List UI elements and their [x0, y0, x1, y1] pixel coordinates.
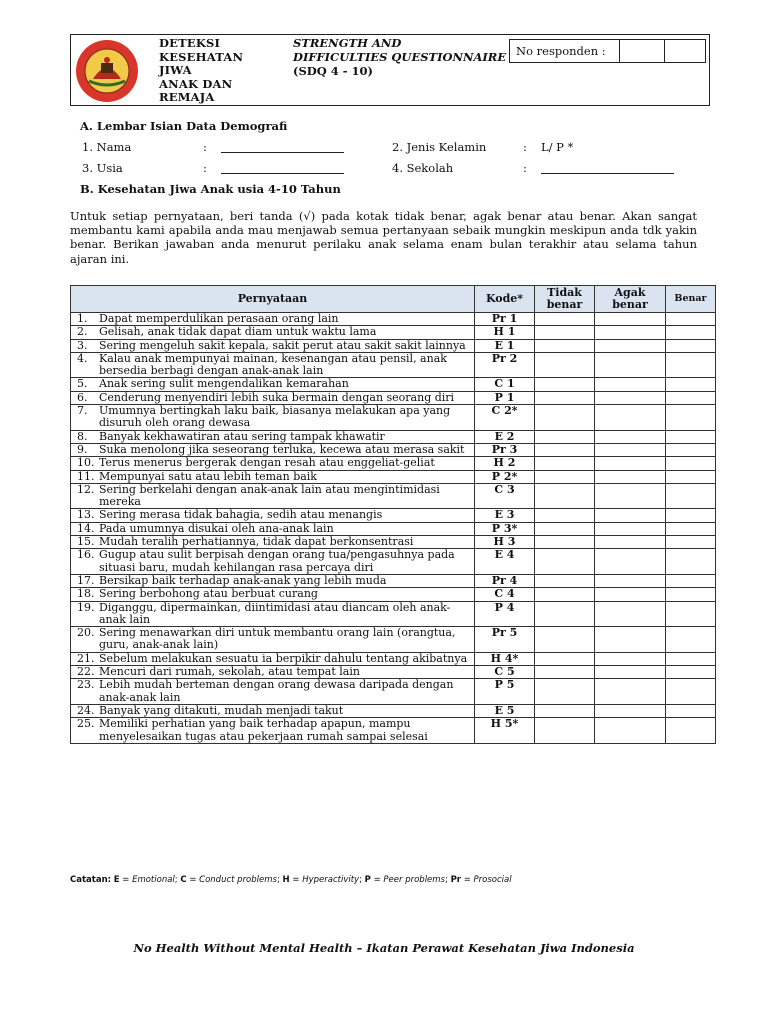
item-number: 12.	[77, 482, 95, 496]
answer-true-cell[interactable]	[666, 405, 716, 431]
statement-cell	[71, 522, 475, 535]
table-row	[71, 718, 716, 744]
item-code: C 5	[475, 666, 535, 679]
answer-not-true-cell[interactable]	[535, 588, 595, 601]
header-title-line: ANAK DAN	[159, 76, 233, 91]
legend-code: E	[113, 875, 120, 885]
table-header-row	[71, 286, 716, 313]
answer-true-cell[interactable]	[666, 470, 716, 483]
answer-true-cell[interactable]	[666, 718, 716, 744]
answer-not-true-cell[interactable]	[535, 339, 595, 352]
item-statement: Bersikap baik terhadap anak-anak yang lebih muda	[99, 573, 387, 587]
answer-not-true-cell[interactable]	[535, 405, 595, 431]
answer-somewhat-true-cell[interactable]	[595, 549, 666, 575]
item-code: E 4	[475, 549, 535, 575]
item-code: Pr 2	[475, 352, 535, 378]
answer-somewhat-true-cell[interactable]	[595, 627, 666, 653]
sdq-questionnaire-table	[70, 285, 716, 744]
answer-somewhat-true-cell[interactable]	[595, 652, 666, 665]
item-code: P 4	[475, 601, 535, 627]
answer-not-true-cell[interactable]	[535, 718, 595, 744]
item-number: 25.	[77, 717, 95, 731]
item-number: 5.	[77, 377, 88, 391]
column-header-somewhat-true: Agak benar	[595, 286, 666, 313]
answer-not-true-cell[interactable]	[535, 666, 595, 679]
item-code: E 2	[475, 430, 535, 443]
answer-somewhat-true-cell[interactable]	[595, 483, 666, 509]
form-header	[70, 34, 710, 106]
answer-not-true-cell[interactable]	[535, 601, 595, 627]
answer-somewhat-true-cell[interactable]	[595, 666, 666, 679]
answer-true-cell[interactable]	[666, 679, 716, 705]
header-title-questionnaire	[293, 36, 523, 78]
answer-not-true-cell[interactable]	[535, 352, 595, 378]
item-statement: Gelisah, anak tidak dapat diam untuk waktu lama	[99, 325, 377, 339]
column-header-true: Benar	[666, 286, 716, 313]
item-number: 7.	[77, 404, 88, 418]
questionnaire-subtitle: (SDQ 4 - 10)	[293, 64, 373, 78]
statement-cell	[71, 549, 475, 575]
legend-meaning: Prosocial	[473, 875, 512, 885]
item-statement: Sering menawarkan diri untuk membantu orang lain (orangtua, guru, anak-anak lain)	[99, 626, 456, 652]
item-number: 18.	[77, 587, 95, 601]
table-row	[71, 339, 716, 352]
answer-somewhat-true-cell[interactable]	[595, 457, 666, 470]
answer-somewhat-true-cell[interactable]	[595, 588, 666, 601]
table-row	[71, 391, 716, 404]
item-code: Pr 4	[475, 574, 535, 587]
answer-somewhat-true-cell[interactable]	[595, 313, 666, 326]
item-number: 3.	[77, 338, 88, 352]
answer-true-cell[interactable]	[666, 430, 716, 443]
item-number: 20.	[77, 626, 95, 640]
answer-not-true-cell[interactable]	[535, 679, 595, 705]
instructions-paragraph: Untuk setiap pernyataan, beri tanda (√) pada kotak tidak benar, agak benar atau benar. Akan sangat membantu kami apabila anda mau menjawab semua pertanyaan sebaik mungkin meskipun anda tdk yakin benar. Berikan jawaban anda menurut perilaku anak selama enam bulan terakhir atau selama tahun ajaran ini.	[70, 209, 697, 266]
organization-logo	[75, 39, 139, 103]
respondent-number-cell[interactable]	[665, 40, 705, 62]
item-statement: Sering berbohong atau berbuat curang	[99, 587, 318, 601]
item-statement: Diganggu, dipermainkan, diintimidasi atau diancam oleh anak-anak lain	[99, 600, 451, 626]
item-code: P 1	[475, 391, 535, 404]
answer-not-true-cell[interactable]	[535, 313, 595, 326]
item-code: Pr 3	[475, 443, 535, 456]
item-statement: Dapat memperdulikan perasaan orang lain	[99, 312, 339, 325]
statement-cell	[71, 536, 475, 549]
statement-cell	[71, 470, 475, 483]
table-row	[71, 443, 716, 456]
answer-true-cell[interactable]	[666, 652, 716, 665]
item-code: P 3*	[475, 522, 535, 535]
answer-not-true-cell[interactable]	[535, 652, 595, 665]
answer-somewhat-true-cell[interactable]	[595, 679, 666, 705]
answer-somewhat-true-cell[interactable]	[595, 352, 666, 378]
section-a-title: A. Lembar Isian Data Demografi	[80, 119, 288, 133]
answer-true-cell[interactable]	[666, 704, 716, 717]
table-row	[71, 430, 716, 443]
answer-somewhat-true-cell[interactable]	[595, 405, 666, 431]
statement-cell	[71, 509, 475, 522]
answer-somewhat-true-cell[interactable]	[595, 470, 666, 483]
statement-cell	[71, 378, 475, 391]
column-header-not-true: Tidak benar	[535, 286, 595, 313]
legend-meaning: Conduct problems	[199, 875, 277, 885]
legend-code: P	[364, 875, 371, 885]
item-number: 13.	[77, 508, 95, 522]
table-row	[71, 704, 716, 717]
respondent-number-cell[interactable]	[620, 40, 665, 62]
item-code: E 3	[475, 509, 535, 522]
item-statement: Terus menerus bergerak dengan resah atau enggeliat-geliat	[99, 456, 435, 470]
table-row	[71, 627, 716, 653]
table-row	[71, 457, 716, 470]
answer-somewhat-true-cell[interactable]	[595, 443, 666, 456]
answer-somewhat-true-cell[interactable]	[595, 378, 666, 391]
answer-not-true-cell[interactable]	[535, 509, 595, 522]
table-row	[71, 601, 716, 627]
statement-cell	[71, 718, 475, 744]
item-number: 24.	[77, 703, 95, 717]
answer-not-true-cell[interactable]	[535, 522, 595, 535]
item-code: Pr 1	[475, 313, 535, 326]
answer-true-cell[interactable]	[666, 443, 716, 456]
item-code: E 1	[475, 339, 535, 352]
code-legend-note: Catatan: E = Emotional; C = Conduct problems; H = Hyperactivity; P = Peer problems; Pr = Prosocial	[70, 875, 512, 885]
item-number: 19.	[77, 600, 95, 614]
item-number: 21.	[77, 651, 95, 665]
item-statement: Sering merasa tidak bahagia, sedih atau menangis	[99, 508, 383, 522]
table-row	[71, 470, 716, 483]
statement-cell	[71, 391, 475, 404]
legend-meaning: Hyperactivity	[302, 875, 360, 885]
answer-not-true-cell[interactable]	[535, 457, 595, 470]
item-number: 11.	[77, 469, 95, 483]
answer-not-true-cell[interactable]	[535, 549, 595, 575]
table-row	[71, 483, 716, 509]
statement-cell	[71, 679, 475, 705]
answer-true-cell[interactable]	[666, 522, 716, 535]
table-row	[71, 405, 716, 431]
table-row	[71, 549, 716, 575]
field-label-gender: 2. Jenis Kelamin	[392, 140, 487, 154]
answer-not-true-cell[interactable]	[535, 536, 595, 549]
item-number: 4.	[77, 351, 88, 365]
item-code: C 2*	[475, 405, 535, 431]
answer-not-true-cell[interactable]	[535, 326, 595, 339]
legend-code: C	[180, 875, 187, 885]
item-statement: Kalau anak mempunyai mainan, kesenangan atau pensil, anak bersedia berbagi dengan anak-anak lain	[99, 351, 447, 378]
item-number: 22.	[77, 665, 95, 679]
table-row	[71, 378, 716, 391]
item-code: E 5	[475, 704, 535, 717]
legend-meaning: Peer problems	[383, 875, 445, 885]
answer-true-cell[interactable]	[666, 457, 716, 470]
item-code: P 5	[475, 679, 535, 705]
item-statement: Mencuri dari rumah, sekolah, atau tempat lain	[99, 665, 360, 679]
item-statement: Cenderung menyendiri lebih suka bermain dengan seorang diri	[99, 390, 455, 404]
table-row	[71, 313, 716, 326]
answer-true-cell[interactable]	[666, 588, 716, 601]
answer-true-cell[interactable]	[666, 313, 716, 326]
item-statement: Banyak yang ditakuti, mudah menjadi takut	[99, 703, 344, 717]
item-code: C 1	[475, 378, 535, 391]
item-number: 16.	[77, 548, 95, 562]
table-row	[71, 522, 716, 535]
answer-true-cell[interactable]	[666, 326, 716, 339]
field-label-school: 4. Sekolah	[392, 161, 454, 175]
statement-cell	[71, 601, 475, 627]
answer-somewhat-true-cell[interactable]	[595, 326, 666, 339]
answer-true-cell[interactable]	[666, 352, 716, 378]
header-title-line: REMAJA	[159, 90, 215, 104]
answer-not-true-cell[interactable]	[535, 391, 595, 404]
item-statement: Umumnya bertingkah laku baik, biasanya melakukan apa yang disuruh oleh orang dewasa	[99, 404, 451, 430]
item-code: H 1	[475, 326, 535, 339]
answer-somewhat-true-cell[interactable]	[595, 601, 666, 627]
table-row	[71, 574, 716, 587]
legend-code: H	[282, 875, 290, 885]
item-code: C 4	[475, 588, 535, 601]
legend-code: Pr	[450, 875, 461, 885]
answer-true-cell[interactable]	[666, 483, 716, 509]
answer-not-true-cell[interactable]	[535, 483, 595, 509]
table-row	[71, 509, 716, 522]
respondent-label: No responden :	[510, 40, 620, 62]
field-label-nama: 1. Nama	[82, 140, 132, 154]
item-code: Pr 5	[475, 627, 535, 653]
statement-cell	[71, 627, 475, 653]
item-number: 14.	[77, 521, 95, 535]
item-code: P 2*	[475, 470, 535, 483]
legend-meaning: Emotional	[132, 875, 175, 885]
answer-true-cell[interactable]	[666, 601, 716, 627]
item-statement: Banyak kekhawatiran atau sering tampak khawatir	[99, 429, 385, 443]
table-row	[71, 652, 716, 665]
answer-somewhat-true-cell[interactable]	[595, 574, 666, 587]
answer-not-true-cell[interactable]	[535, 470, 595, 483]
answer-not-true-cell[interactable]	[535, 430, 595, 443]
statement-cell	[71, 430, 475, 443]
school-field[interactable]	[541, 164, 674, 174]
item-code: H 3	[475, 536, 535, 549]
table-row	[71, 679, 716, 705]
answer-not-true-cell[interactable]	[535, 378, 595, 391]
item-number: 17.	[77, 573, 95, 587]
answer-somewhat-true-cell[interactable]	[595, 718, 666, 744]
table-row	[71, 352, 716, 378]
statement-cell	[71, 666, 475, 679]
statement-cell	[71, 326, 475, 339]
name-field[interactable]	[221, 143, 344, 153]
item-statement: Sering mengeluh sakit kepala, sakit perut atau sakit sakit lainnya	[99, 338, 466, 352]
statement-cell	[71, 483, 475, 509]
answer-not-true-cell[interactable]	[535, 704, 595, 717]
header-title-left	[159, 37, 269, 105]
item-statement: Suka menolong jika seseorang terluka, kecewa atau merasa sakit	[99, 442, 465, 456]
field-colon: :	[203, 161, 207, 175]
answer-somewhat-true-cell[interactable]	[595, 522, 666, 535]
age-field[interactable]	[221, 164, 344, 174]
item-number: 9.	[77, 442, 88, 456]
item-number: 23.	[77, 678, 95, 692]
statement-cell	[71, 313, 475, 326]
table-row	[71, 536, 716, 549]
answer-somewhat-true-cell[interactable]	[595, 430, 666, 443]
questionnaire-title-line: STRENGTH AND	[293, 36, 402, 50]
field-colon: :	[523, 140, 527, 154]
item-number: 6.	[77, 390, 88, 404]
field-colon: :	[523, 161, 527, 175]
statement-cell	[71, 652, 475, 665]
statement-cell	[71, 339, 475, 352]
answer-true-cell[interactable]	[666, 666, 716, 679]
answer-true-cell[interactable]	[666, 378, 716, 391]
field-label-age: 3. Usia	[82, 161, 123, 175]
column-header-statement: Pernyataan	[71, 286, 475, 313]
item-statement: Sebelum melakukan sesuatu ia berpikir dahulu tentang akibatnya	[99, 651, 468, 665]
answer-somewhat-true-cell[interactable]	[595, 704, 666, 717]
header-title-line: KESEHATAN JIWA	[159, 49, 244, 77]
statement-cell	[71, 704, 475, 717]
questionnaire-title-line: DIFFICULTIES QUESTIONNAIRE	[293, 50, 507, 64]
answer-true-cell[interactable]	[666, 574, 716, 587]
note-prefix: Catatan:	[70, 875, 112, 885]
answer-true-cell[interactable]	[666, 549, 716, 575]
item-statement: Sering berkelahi dengan anak-anak lain atau mengintimidasi mereka	[99, 482, 440, 509]
section-b-title: B. Kesehatan Jiwa Anak usia 4-10 Tahun	[80, 182, 341, 196]
item-code: H 4*	[475, 652, 535, 665]
respondent-number-box	[509, 39, 706, 63]
answer-true-cell[interactable]	[666, 509, 716, 522]
answer-true-cell[interactable]	[666, 391, 716, 404]
answer-not-true-cell[interactable]	[535, 627, 595, 653]
item-number: 15.	[77, 535, 95, 549]
answer-not-true-cell[interactable]	[535, 443, 595, 456]
item-statement: Anak sering sulit mengendalikan kemarahan	[99, 377, 349, 391]
answer-true-cell[interactable]	[666, 627, 716, 653]
footer-slogan: No Health Without Mental Health – Ikatan Perawat Kesehatan Jiwa Indonesia	[133, 941, 635, 955]
item-statement: Lebih mudah berteman dengan orang dewasa daripada dengan anak-anak lain	[99, 678, 454, 704]
statement-cell	[71, 574, 475, 587]
answer-true-cell[interactable]	[666, 536, 716, 549]
answer-somewhat-true-cell[interactable]	[595, 391, 666, 404]
header-title-line: DETEKSI	[159, 36, 221, 50]
table-row	[71, 588, 716, 601]
item-number: 2.	[77, 325, 88, 339]
item-statement: Memiliki perhatian yang baik terhadap apapun, mampu menyelesaikan tugas atau pekerjaan rumah sampai selesai	[99, 717, 428, 743]
item-statement: Pada umumnya disukai oleh ana-anak lain	[99, 521, 334, 535]
field-colon: :	[203, 140, 207, 154]
answer-not-true-cell[interactable]	[535, 574, 595, 587]
statement-cell	[71, 405, 475, 431]
table-row	[71, 666, 716, 679]
item-code: H 2	[475, 457, 535, 470]
answer-somewhat-true-cell[interactable]	[595, 509, 666, 522]
item-number: 10.	[77, 456, 95, 470]
gender-options[interactable]: L/ P *	[541, 140, 574, 154]
answer-somewhat-true-cell[interactable]	[595, 536, 666, 549]
statement-cell	[71, 352, 475, 378]
item-number: 8.	[77, 429, 88, 443]
item-code: H 5*	[475, 718, 535, 744]
statement-cell	[71, 588, 475, 601]
item-statement: Mudah teralih perhatiannya, tidak dapat berkonsentrasi	[99, 535, 414, 549]
table-row	[71, 326, 716, 339]
item-statement: Mempunyai satu atau lebih teman baik	[99, 469, 317, 483]
item-number: 1.	[77, 312, 88, 325]
column-header-code: Kode*	[475, 286, 535, 313]
answer-somewhat-true-cell[interactable]	[595, 339, 666, 352]
statement-cell	[71, 457, 475, 470]
statement-cell	[71, 443, 475, 456]
item-code: C 3	[475, 483, 535, 509]
answer-true-cell[interactable]	[666, 339, 716, 352]
item-statement: Gugup atau sulit berpisah dengan orang tua/pengasuhnya pada situasi baru, mudah kehilangan rasa percaya diri	[99, 548, 455, 574]
